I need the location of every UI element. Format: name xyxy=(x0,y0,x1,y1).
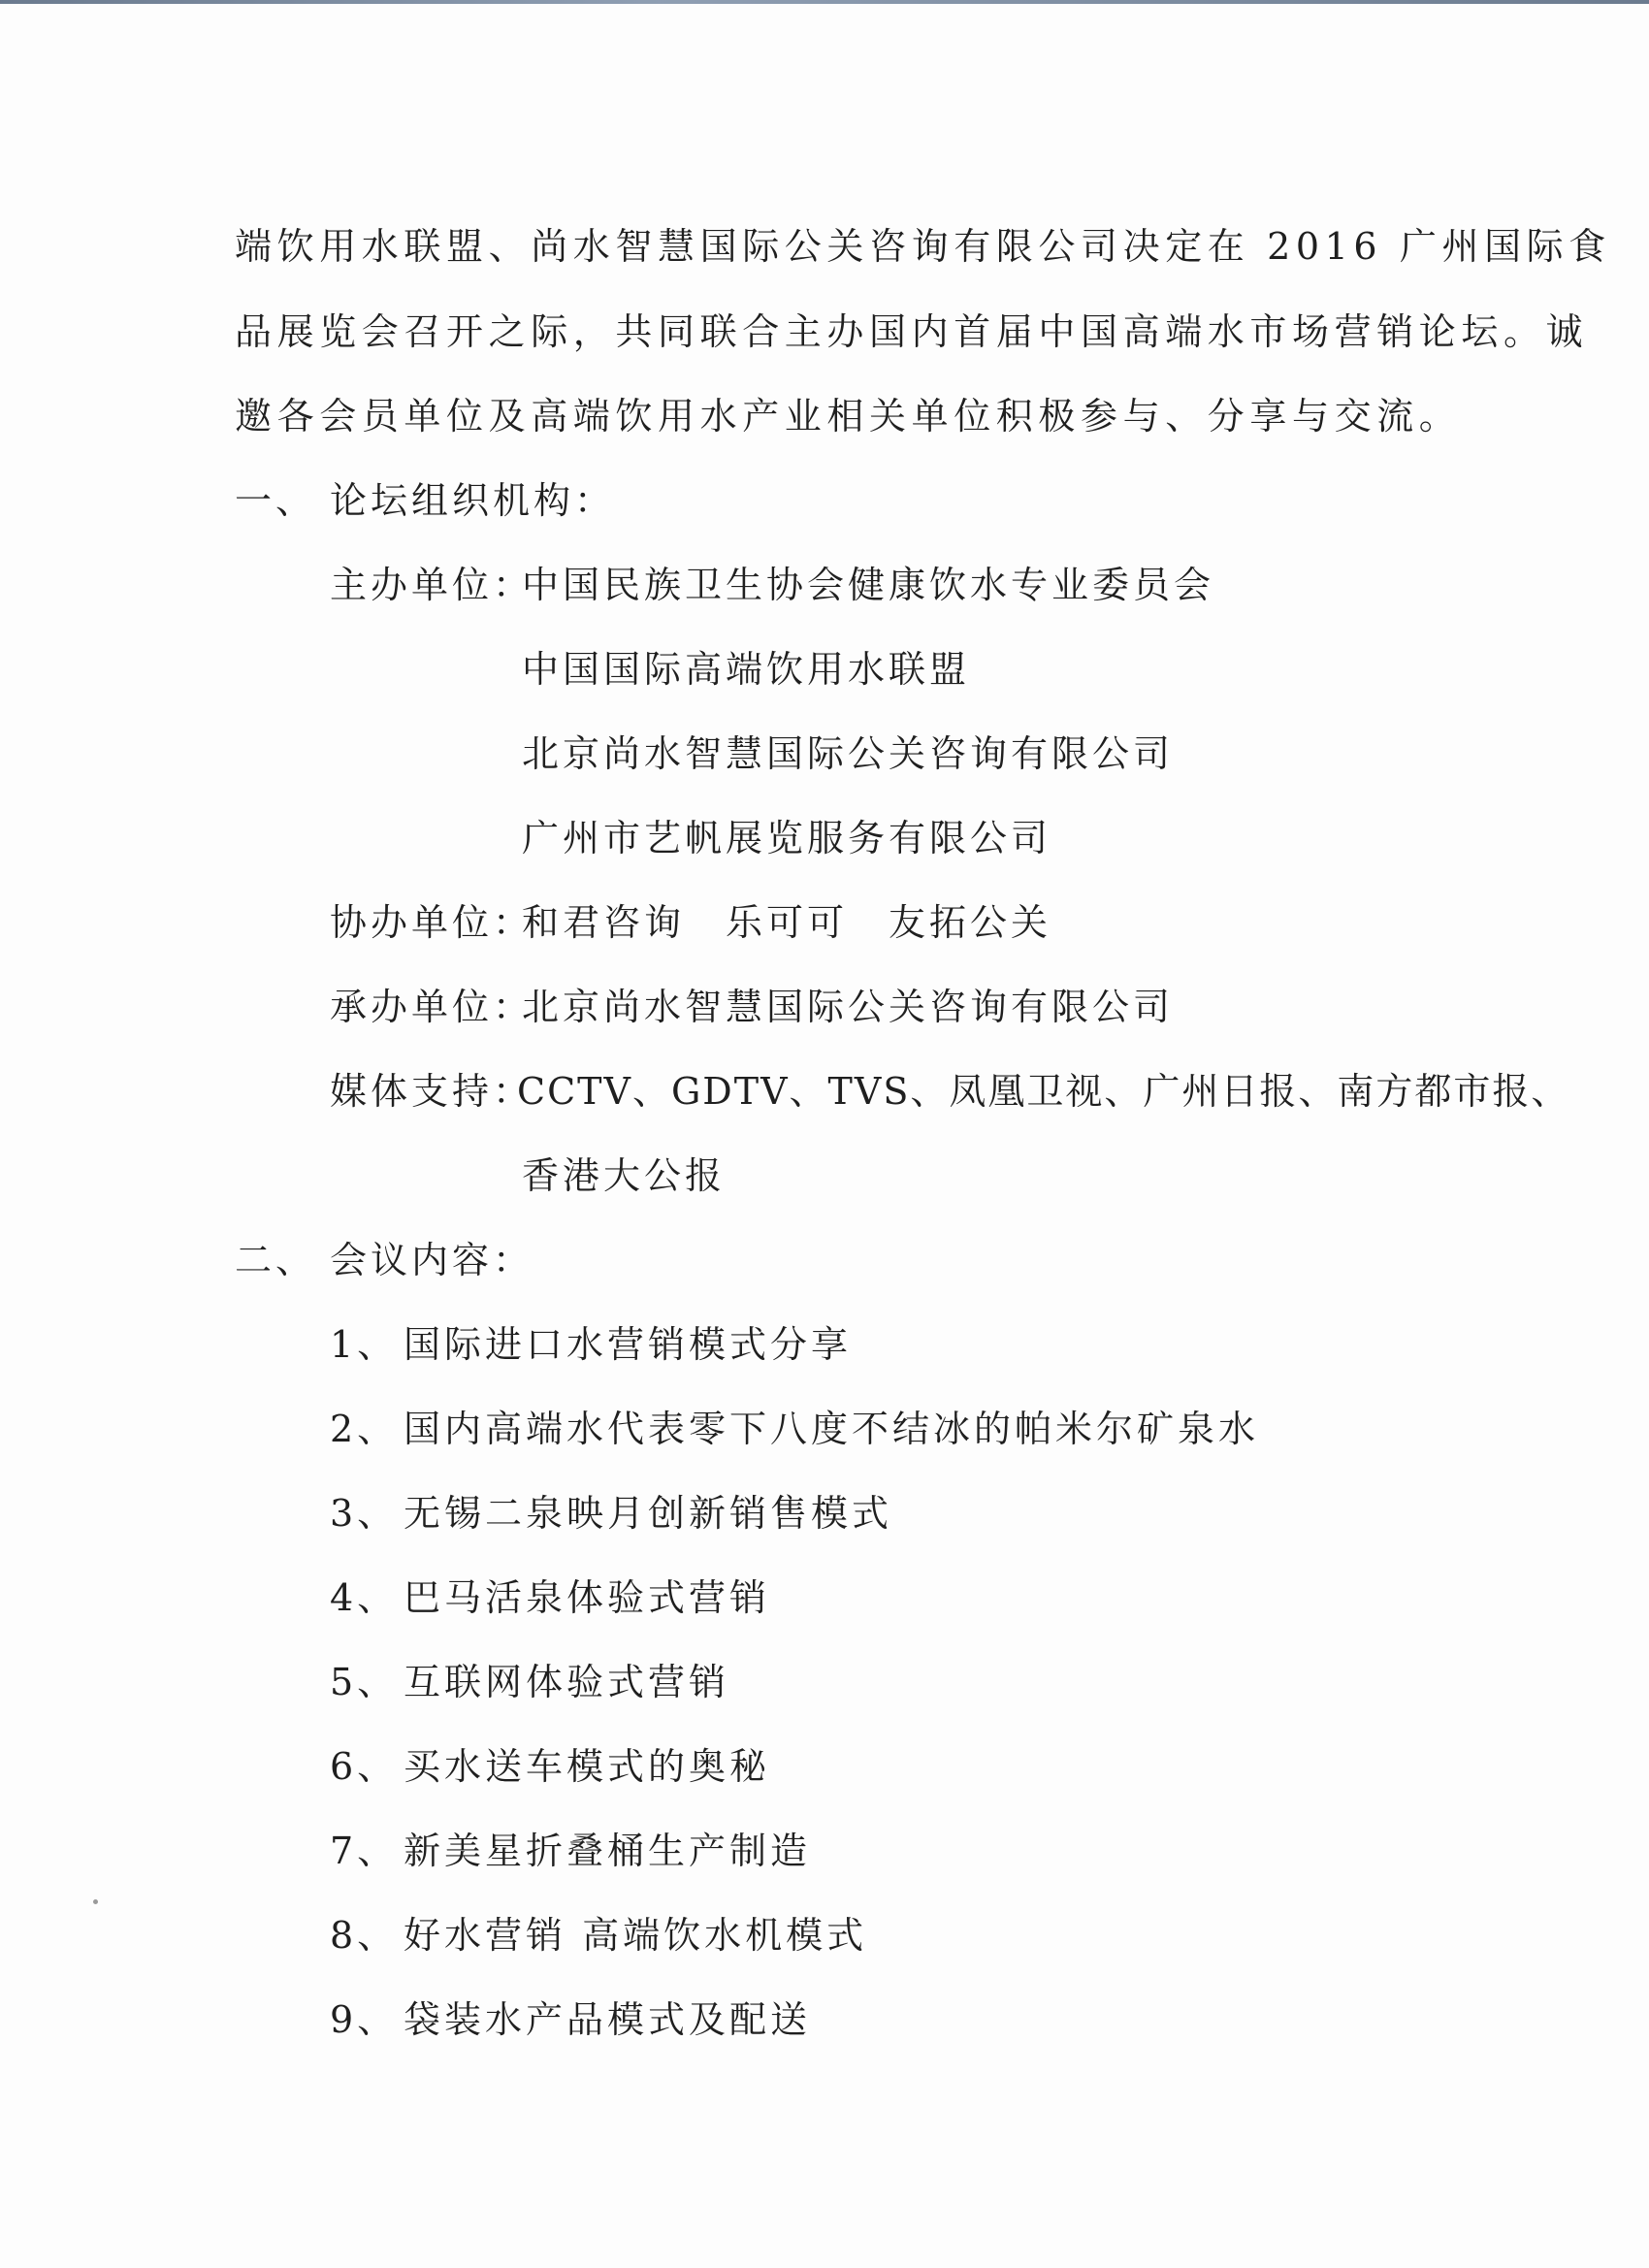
intro-line-2: 品展览会召开之际，共同联合主办国内首届中国高端水市场营销论坛。诚 xyxy=(235,310,1589,353)
scan-speck xyxy=(93,1899,98,1904)
section-1-number: 一、 xyxy=(235,479,317,522)
agenda-number: 1、 xyxy=(330,1323,399,1366)
scan-top-edge xyxy=(0,0,1649,4)
host-item-1: 中国民族卫生协会健康饮水专业委员会 xyxy=(522,564,1215,606)
agenda-item: 无锡二泉映月创新销售模式 xyxy=(404,1492,893,1535)
co-organizer-label: 协办单位： xyxy=(330,901,534,944)
agenda-number: 7、 xyxy=(330,1830,399,1872)
agenda-item: 国内高端水代表零下八度不结冰的帕米尔矿泉水 xyxy=(404,1408,1260,1450)
host-item-3: 北京尚水智慧国际公关咨询有限公司 xyxy=(522,732,1175,775)
agenda-item: 新美星折叠桶生产制造 xyxy=(404,1830,812,1872)
agenda-number: 2、 xyxy=(330,1408,399,1450)
agenda-number: 3、 xyxy=(330,1492,399,1535)
agenda-number: 6、 xyxy=(330,1745,399,1788)
host-item-2: 中国国际高端饮用水联盟 xyxy=(522,648,971,691)
intro-line-3: 邀各会员单位及高端饮用水产业相关单位积极参与、分享与交流。 xyxy=(235,395,1462,437)
agenda-number: 4、 xyxy=(330,1576,399,1619)
agenda-item: 互联网体验式营销 xyxy=(404,1661,730,1703)
agenda-number: 9、 xyxy=(330,1998,399,2041)
agenda-item: 国际进口水营销模式分享 xyxy=(404,1323,853,1366)
agenda-item: 巴马活泉体验式营销 xyxy=(404,1576,771,1619)
section-2-number: 二、 xyxy=(235,1239,317,1281)
section-1-title: 论坛组织机构： xyxy=(330,479,616,522)
section-2-title: 会议内容： xyxy=(330,1239,534,1281)
agenda-item: 买水送车模式的奥秘 xyxy=(404,1745,771,1788)
media-label: 媒体支持： xyxy=(330,1070,534,1113)
media-value-line-1: CCTV、GDTV、TVS、凤凰卫视、广州日报、南方都市报、 xyxy=(517,1070,1570,1113)
host-item-4: 广州市艺帆展览服务有限公司 xyxy=(522,817,1052,859)
media-value-line-2: 香港大公报 xyxy=(522,1154,727,1197)
intro-line-1: 端饮用水联盟、尚水智慧国际公关咨询有限公司决定在 2016 广州国际食 xyxy=(235,225,1611,268)
undertaker-label: 承办单位： xyxy=(330,986,534,1028)
co-organizer-value: 和君咨询 乐可可 友拓公关 xyxy=(522,901,1052,944)
agenda-item: 好水营销 高端饮水机模式 xyxy=(404,1914,868,1957)
agenda-item: 袋装水产品模式及配送 xyxy=(404,1998,812,2041)
agenda-number: 5、 xyxy=(330,1661,399,1703)
agenda-number: 8、 xyxy=(330,1914,399,1957)
undertaker-value: 北京尚水智慧国际公关咨询有限公司 xyxy=(522,986,1175,1028)
host-label: 主办单位： xyxy=(330,564,534,606)
